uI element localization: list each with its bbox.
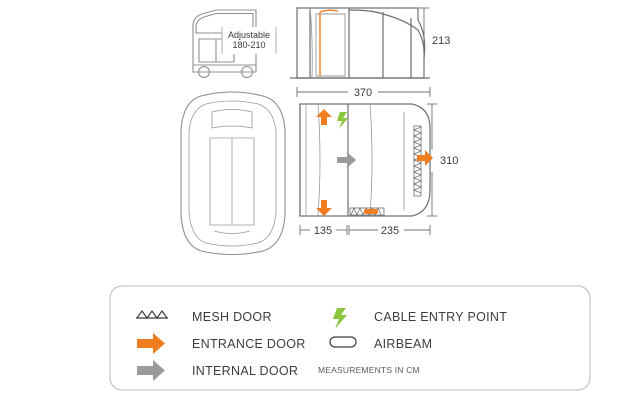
van-plan-view bbox=[181, 92, 285, 255]
segment-right-dimension-label: 235 bbox=[380, 225, 400, 237]
awning-elevation-view bbox=[290, 8, 430, 78]
legend-label-airbeam: AIRBEAM bbox=[374, 337, 433, 351]
adjustable-label-line1: Adjustable bbox=[227, 30, 271, 40]
depth-dimension-label: 310 bbox=[440, 155, 459, 167]
legend-panel bbox=[110, 286, 590, 390]
dimension-height-213 bbox=[419, 8, 429, 78]
adjustable-height-callout bbox=[222, 27, 276, 54]
legend-measurement-note: MEASUREMENTS IN CM bbox=[318, 365, 420, 375]
entrance-door-marker-bottom-strip bbox=[364, 209, 378, 214]
awning-plan-view bbox=[300, 104, 430, 216]
cable-entry-point-marker bbox=[337, 112, 348, 129]
height-dimension-label: 213 bbox=[432, 35, 451, 47]
width-dimension-label: 370 bbox=[353, 87, 373, 99]
legend-label-internal-door: INTERNAL DOOR bbox=[192, 364, 299, 378]
segment-left-dimension-label: 135 bbox=[313, 225, 333, 237]
legend-label-entrance-door: ENTRANCE DOOR bbox=[192, 337, 306, 351]
internal-door-arrow bbox=[337, 152, 356, 168]
adjustable-label-line2: 180-210 bbox=[232, 40, 266, 50]
legend-label-cable-entry: CABLE ENTRY POINT bbox=[374, 310, 508, 324]
legend-label-mesh-door: MESH DOOR bbox=[192, 310, 272, 324]
